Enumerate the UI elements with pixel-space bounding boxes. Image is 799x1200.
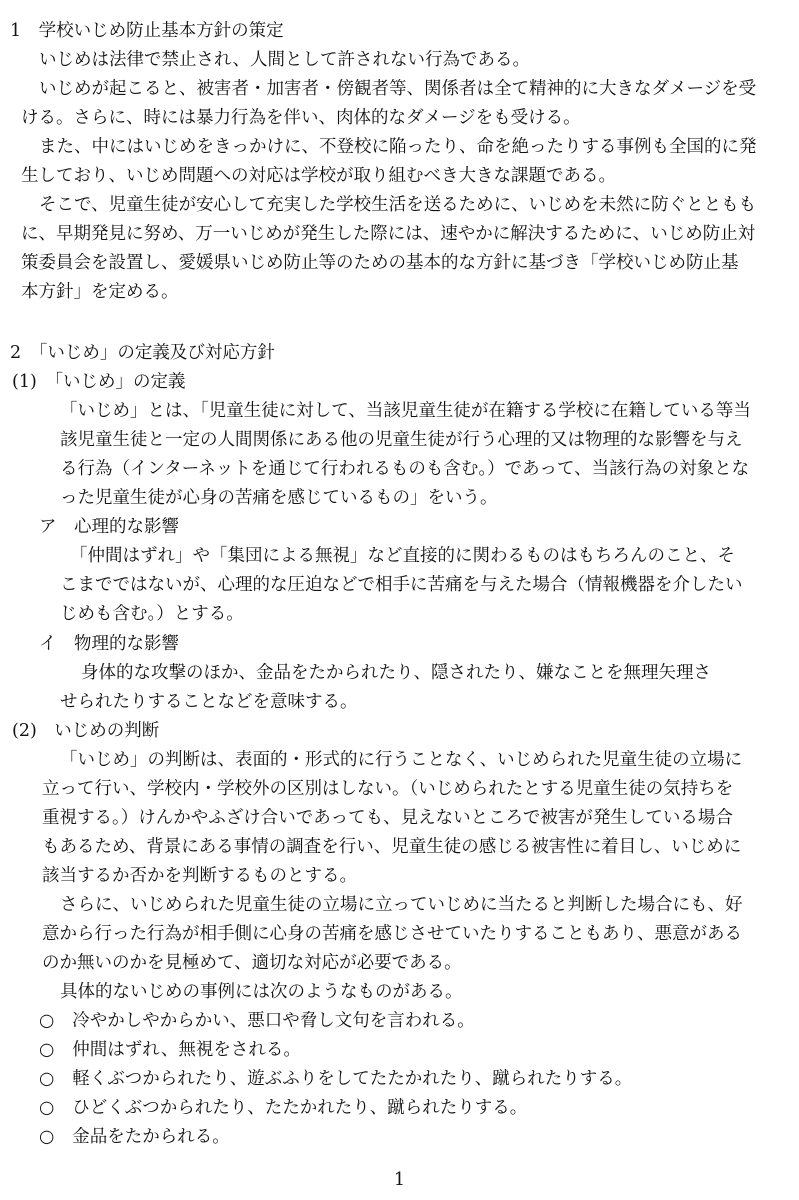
- judgement-line: もあるため、背景にある事情の調査を行い、児童生徒の感じる被害性に着目し、いじめに: [42, 837, 742, 857]
- judgement-line: 「いじめ」の判断は、表面的・形式的に行うことなく、いじめられた児童生徒の立場に: [60, 750, 743, 770]
- item-a-line: 「仲間はずれ」や「集団による無視」など直接的に関わるものはもちろんのこと、そ: [70, 546, 735, 566]
- bullet-icon: ○: [39, 1040, 55, 1060]
- judgement-line: のか無いのかを見極めて、適切な対応が必要である。: [42, 953, 462, 973]
- list-item: [39, 1007, 475, 1036]
- list-item-text: 仲間はずれ、無視をされる。: [72, 1040, 301, 1060]
- item-i-heading: イ 物理的な影響: [39, 634, 179, 654]
- bullet-icon: ○: [39, 1127, 55, 1147]
- judgement-line: 意から行った行為が相手側に心身の苦痛を感じさせていたりすることもあり、悪意がある: [42, 924, 742, 944]
- section-2-heading: 2 「いじめ」の定義及び対応方針: [10, 343, 275, 363]
- section-1-line: 本方針」を定める。: [21, 282, 179, 302]
- section-1-line: そこで、児童生徒が安心して充実した学校生活を送るために、いじめを未然に防ぐとともも: [39, 195, 757, 215]
- list-item: [39, 1065, 632, 1094]
- section-1-line: ける。さらに、時には暴力行為を伴い、肉体的なダメージをも受ける。: [21, 108, 581, 128]
- list-item-text: 冷やかしやからかい、悪口や脅し文句を言われる。: [72, 1011, 475, 1031]
- judgement-line: 立って行い、学校内・学校外の区別はしない。（いじめられたとする児童生徒の気持ちを: [42, 779, 734, 799]
- section-1-heading: 1 学校いじめ防止基本方針の策定: [10, 21, 284, 41]
- list-item-text: ひどくぶつかられたり、たたかれたり、蹴られたりする。: [72, 1098, 528, 1118]
- item-i-line: せられたりすることなどを意味する。: [60, 692, 358, 712]
- item-a-line: こまでではないが、心理的な圧迫などで相手に苦痛を与えた場合（情報機器を介したい: [60, 575, 743, 595]
- section-1-line: いじめが起こると、被害者・加害者・傍観者等、関係者は全て精神的に大きなダメージを受: [39, 79, 757, 99]
- item-a-line: じめも含む。）とする。: [60, 604, 244, 624]
- list-item: [39, 1036, 301, 1065]
- definition-line: った児童生徒が心身の苦痛を感じているもの」をいう。: [60, 488, 498, 508]
- section-1-line: に、早期発見に努め、万一いじめが発生した際には、速やかに解決するために、いじめ防止対: [21, 224, 756, 244]
- section-1-line: また、中にはいじめをきっかけに、不登校に陥ったり、命を絶ったりする事例も全国的に発: [39, 137, 757, 157]
- bullet-icon: ○: [39, 1069, 55, 1089]
- item-i-line: 身体的な攻撃のほか、金品をたかられたり、隠されたり、嫌なことを無理矢理さ: [81, 663, 711, 683]
- list-item: [39, 1123, 230, 1152]
- list-item-text: 金品をたかられる。: [72, 1127, 230, 1147]
- judgement-line: 具体的ないじめの事例には次のようなものがある。: [60, 982, 463, 1002]
- section-1-line: 策委員会を設置し、愛媛県いじめ防止等のための基本的な方針に基づき「学校いじめ防止基: [21, 253, 739, 273]
- subsection-2-heading: (2) いじめの判断: [12, 721, 160, 741]
- definition-line: る行為（インターネットを通じて行われるものも含む。）であって、当該行為の対象とな: [60, 459, 750, 479]
- bullet-icon: ○: [39, 1011, 55, 1031]
- list-item-text: 軽くぶつかられたり、遊ぶふりをしてたたかれたり、蹴られたりする。: [72, 1069, 633, 1089]
- definition-line: 「いじめ」とは、「児童生徒に対して、当該児童生徒が在籍する学校に在籍している等当: [60, 401, 751, 421]
- bullet-icon: ○: [39, 1098, 55, 1118]
- judgement-line: 該当するか否かを判断するものとする。: [42, 866, 357, 886]
- subsection-1-heading: (1) 「いじめ」の定義: [12, 372, 186, 392]
- judgement-line: 重視する。）けんかやふざけ合いであっても、見えないところで被害が発生している場合: [42, 808, 733, 828]
- item-a-heading: ア 心理的な影響: [39, 517, 179, 537]
- judgement-line: さらに、いじめられた児童生徒の立場に立っていじめに当たると判断した場合にも、好: [60, 895, 743, 915]
- page-number: 1: [393, 1170, 406, 1190]
- section-1-line: 生しており、いじめ問題への対応は学校が取り組むべき大きな課題である。: [21, 166, 616, 186]
- list-item: [39, 1094, 527, 1123]
- definition-line: 該児童生徒と一定の人間関係にある他の児童生徒が行う心理的又は物理的な影響を与え: [60, 430, 743, 450]
- section-1-line: いじめは法律で禁止され、人間として許されない行為である。: [39, 50, 531, 70]
